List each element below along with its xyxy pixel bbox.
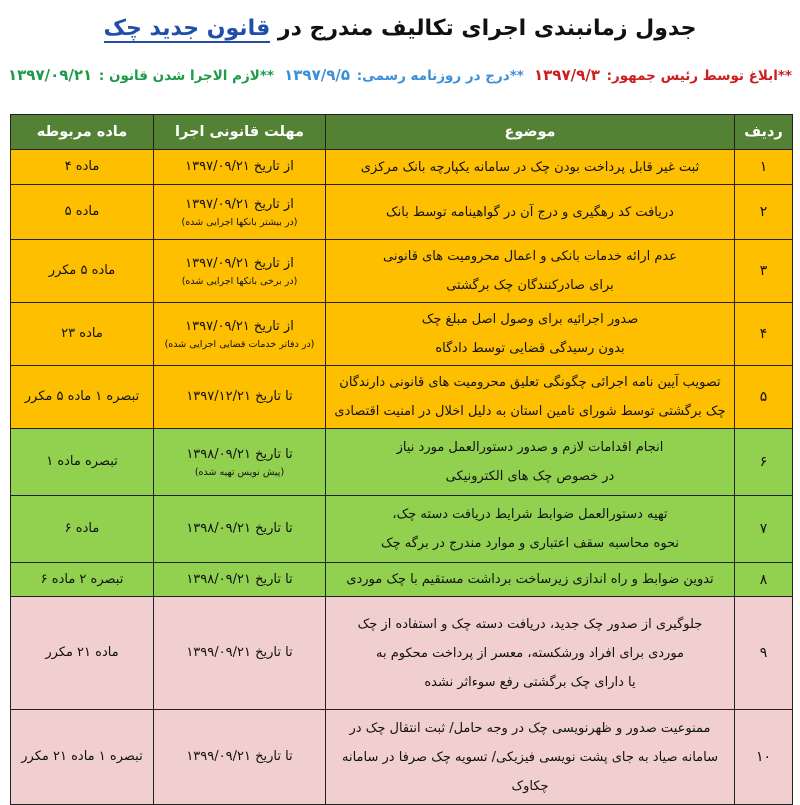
info-value: ۱۳۹۷/۹/۳ <box>533 66 600 84</box>
row-article: ماده ۲۱ مکرر <box>11 597 154 710</box>
row-subject <box>326 185 735 240</box>
header-article: ماده مربوطه <box>11 115 154 150</box>
row-subject <box>326 150 735 185</box>
row-article: ماده ۵ <box>11 185 154 240</box>
row-article: تبصره ۱ ماده ۵ مکرر <box>11 366 154 429</box>
subject-line: بدون رسیدگی قضایی توسط دادگاه <box>435 341 625 356</box>
row-deadline <box>154 150 326 185</box>
subject-line: نحوه محاسبه سقف اعتباری و موارد مندرج در برگه چک <box>380 536 680 551</box>
subject-line: موردی برای افراد ورشکسته، معسر از پرداخت محکوم به <box>375 645 685 661</box>
deadline-date: تا تاریخ ۱۳۹۸/۰۹/۲۱ <box>186 521 293 536</box>
subject-line: برای صادرکنندگان چک برگشتی <box>446 278 614 293</box>
subject-line: یا دارای چک برگشتی رفع سوءاثر نشده <box>424 674 636 690</box>
info-label: **درج در روزنامه رسمی: <box>356 68 524 84</box>
row-subject <box>326 710 735 805</box>
row-article: تبصره ۱ ماده ۲۱ مکرر <box>11 710 154 805</box>
row-number: ۲ <box>735 185 793 240</box>
subject-line: تهیه دستورالعمل ضوابط شرایط دریافت دسته چک، <box>392 507 668 522</box>
row-deadline <box>154 185 326 240</box>
subject-line: تدوین ضوابط و راه اندازی زیرساخت برداشت مستقیم با چک موردی <box>346 572 714 587</box>
table-row <box>11 563 793 597</box>
page-title-main: جدول زمانبندی اجرای تکالیف مندرج در <box>277 16 697 41</box>
subject-line: سامانه صیاد به جای پشت نویسی فیزیکی/ تسویه چک صرفا در سامانه <box>342 749 718 765</box>
row-number: ۳ <box>735 240 793 303</box>
row-deadline <box>154 597 326 710</box>
row-article: تبصره ماده ۱ <box>11 429 154 496</box>
subject-line: دریافت کد رهگیری و درج آن در گواهینامه توسط بانک <box>386 204 674 220</box>
table-row <box>11 240 793 303</box>
deadline-date: تا تاریخ ۱۳۹۹/۰۹/۲۱ <box>186 749 293 764</box>
table-row <box>11 710 793 805</box>
subject-line: در خصوص چک های الکترونیکی <box>445 469 615 484</box>
deadline-date: از تاریخ ۱۳۹۷/۰۹/۲۱ <box>185 256 294 271</box>
header-row-number: ردیف <box>735 115 793 150</box>
deadline-date: از تاریخ ۱۳۹۷/۰۹/۲۱ <box>185 159 294 174</box>
deadline-date: از تاریخ ۱۳۹۷/۰۹/۲۱ <box>185 197 294 212</box>
table-row <box>11 303 793 366</box>
row-deadline <box>154 563 326 597</box>
page-title <box>0 14 800 44</box>
table-row <box>11 366 793 429</box>
row-number: ۵ <box>735 366 793 429</box>
info-label: **لازم الاجرا شدن قانون : <box>98 68 274 84</box>
deadline-note: (در بیشتر بانکها اجرایی شده) <box>181 217 298 228</box>
info-item-president-notice <box>534 66 792 84</box>
row-article: ماده ۵ مکرر <box>11 240 154 303</box>
info-value: ۱۳۹۷/۰۹/۲۱ <box>8 66 93 84</box>
row-deadline <box>154 303 326 366</box>
row-article: ماده ۲۳ <box>11 303 154 366</box>
info-label: **ابلاغ توسط رئیس جمهور: <box>606 68 792 84</box>
table-row <box>11 150 793 185</box>
subject-line: ثبت غیر قابل پرداخت بودن چک در سامانه یکپارچه بانک مرکزی <box>360 159 700 175</box>
row-subject <box>326 366 735 429</box>
row-number: ۸ <box>735 563 793 597</box>
schedule-table <box>10 114 793 805</box>
row-subject <box>326 597 735 710</box>
row-number: ۴ <box>735 303 793 366</box>
row-number: ۷ <box>735 496 793 563</box>
subject-line: چک برگشتی توسط شورای تامین استان به دلیل اخلال در امنیت اقتصادی <box>334 404 726 419</box>
row-number: ۱ <box>735 150 793 185</box>
row-subject <box>326 240 735 303</box>
subject-line: تصویب آیین نامه اجرائی چگونگی تعلیق محرومیت های قانونی دارندگان <box>339 375 721 390</box>
deadline-date: از تاریخ ۱۳۹۷/۰۹/۲۱ <box>185 319 294 334</box>
deadline-note: (پیش نویس تهیه شده) <box>194 467 285 478</box>
deadline-note: (در دفاتر خدمات قضایی اجرایی شده) <box>164 339 315 350</box>
subject-line: انجام اقدامات لازم و صدور دستورالعمل مورد نیاز <box>396 440 664 455</box>
row-subject <box>326 563 735 597</box>
row-article: تبصره ۲ ماده ۶ <box>11 563 154 597</box>
info-line <box>8 66 792 84</box>
row-subject <box>326 429 735 496</box>
deadline-note: (در برخی بانکها اجرایی شده) <box>181 276 298 287</box>
subject-line: چکاوک <box>511 778 549 794</box>
info-item-enforcement-date <box>8 66 274 84</box>
row-subject <box>326 303 735 366</box>
row-deadline <box>154 496 326 563</box>
row-number: ۱۰ <box>735 710 793 805</box>
deadline-date: تا تاریخ ۱۳۹۸/۰۹/۲۱ <box>186 447 293 462</box>
header-subject: موضوع <box>326 115 735 150</box>
row-number: ۹ <box>735 597 793 710</box>
deadline-date: تا تاریخ ۱۳۹۸/۰۹/۲۱ <box>186 571 293 587</box>
row-deadline <box>154 366 326 429</box>
info-item-official-gazette <box>284 66 524 84</box>
row-deadline <box>154 429 326 496</box>
row-deadline <box>154 710 326 805</box>
subject-line: جلوگیری از صدور چک جدید، دریافت دسته چک و استفاده از چک <box>357 616 703 632</box>
row-number: ۶ <box>735 429 793 496</box>
row-deadline <box>154 240 326 303</box>
subject-line: صدور اجرائیه برای وصول اصل مبلغ چک <box>421 312 639 327</box>
deadline-date: تا تاریخ ۱۳۹۹/۰۹/۲۱ <box>186 645 293 660</box>
deadline-date: تا تاریخ ۱۳۹۷/۱۲/۲۱ <box>186 389 293 404</box>
table-header-row <box>11 115 793 150</box>
table-row <box>11 496 793 563</box>
table-row <box>11 429 793 496</box>
table-row <box>11 597 793 710</box>
info-value: ۱۳۹۷/۹/۵ <box>284 66 350 84</box>
row-article: ماده ۴ <box>11 150 154 185</box>
table-row <box>11 185 793 240</box>
header-deadline: مهلت قانونی اجرا <box>154 115 326 150</box>
row-article: ماده ۶ <box>11 496 154 563</box>
page-title-link[interactable]: قانون جدید چک <box>103 16 271 41</box>
row-subject <box>326 496 735 563</box>
subject-line: ممنوعیت صدور و ظهرنویسی چک در وجه حامل/ ثبت انتقال چک در <box>349 720 711 736</box>
subject-line: عدم ارائه خدمات بانکی و اعمال محرومیت های قانونی <box>383 249 677 264</box>
